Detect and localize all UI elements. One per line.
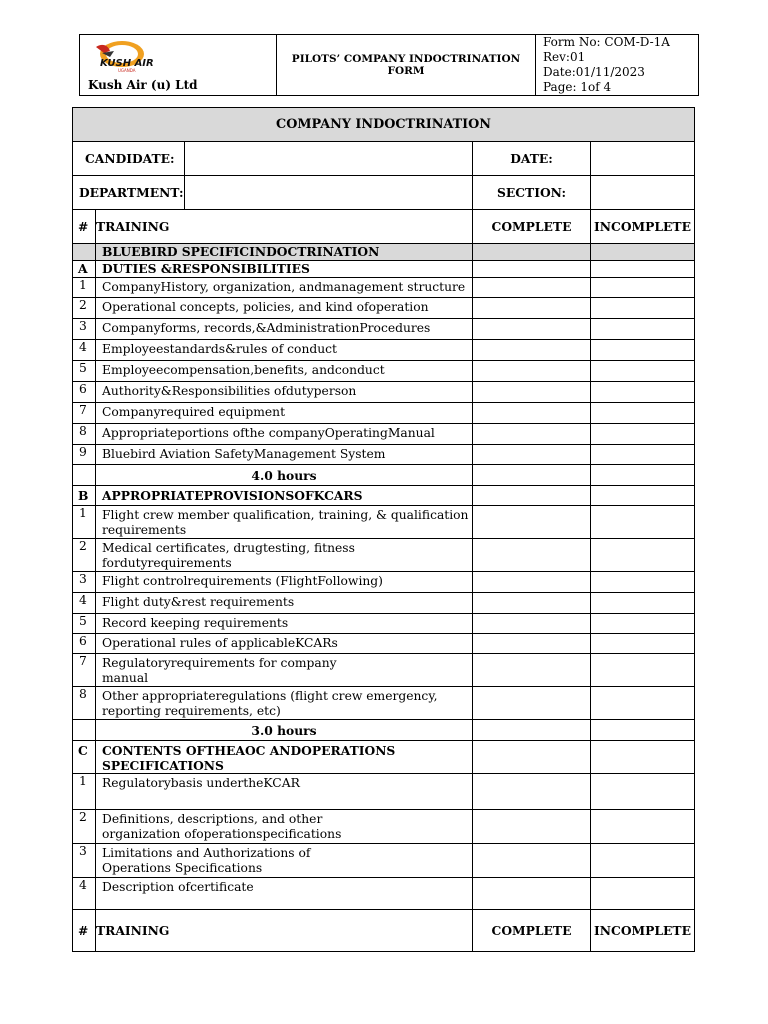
- section-b-header: [73, 486, 695, 506]
- section-label: SECTION:: [473, 176, 591, 210]
- item-text: [96, 774, 473, 810]
- item-number: 7: [73, 654, 96, 687]
- table-row: [73, 844, 695, 878]
- item-text: [96, 654, 473, 687]
- item-text-line: Limitations and Authorizations of: [102, 846, 311, 860]
- complete-cell[interactable]: [473, 403, 591, 424]
- item-text-line: Regulatorybasis undertheKCAR: [102, 776, 300, 790]
- subtitle: BLUEBIRD SPECIFICINDOCTRINATION: [96, 244, 473, 261]
- form-meta: [536, 35, 699, 96]
- complete-cell[interactable]: [473, 687, 591, 720]
- item-text-line: Description ofcertificate: [102, 880, 254, 894]
- item-number: 6: [73, 382, 96, 403]
- incomplete-cell[interactable]: [591, 382, 695, 403]
- section-title: [96, 741, 473, 774]
- complete-cell[interactable]: [473, 319, 591, 340]
- item-number: 3: [73, 319, 96, 340]
- col-hash: #: [73, 210, 96, 244]
- incomplete-cell[interactable]: [591, 593, 695, 614]
- section-letter: C: [73, 741, 96, 774]
- table-row: [73, 382, 695, 403]
- item-number: 4: [73, 878, 96, 910]
- logo-text: KUSH AIR: [100, 58, 154, 69]
- table-row: [73, 614, 695, 634]
- item-text: Employeestandards&rules of conduct: [96, 340, 473, 361]
- item-number: 2: [73, 810, 96, 844]
- item-text: [96, 878, 473, 910]
- item-text: [96, 810, 473, 844]
- table-row: [73, 340, 695, 361]
- table-row: [73, 654, 695, 687]
- incomplete-cell[interactable]: [591, 403, 695, 424]
- incomplete-cell[interactable]: [591, 539, 695, 572]
- section-b-hours: 3.0 hours: [96, 720, 473, 741]
- complete-cell[interactable]: [473, 593, 591, 614]
- logo-cell: [80, 35, 277, 96]
- form-header: [79, 34, 699, 96]
- item-text-line: reporting requirements, etc): [102, 704, 281, 718]
- item-text-line: organization ofoperationspecifications: [102, 827, 342, 841]
- complete-cell[interactable]: [473, 278, 591, 298]
- item-text: [96, 572, 473, 593]
- incomplete-cell[interactable]: [591, 844, 695, 878]
- item-number: 2: [73, 539, 96, 572]
- incomplete-cell[interactable]: [591, 810, 695, 844]
- section-a-hours: 4.0 hours: [96, 465, 473, 486]
- item-number: 8: [73, 687, 96, 720]
- table-row: [73, 361, 695, 382]
- item-number: 5: [73, 361, 96, 382]
- incomplete-cell[interactable]: [591, 445, 695, 465]
- item-number: 1: [73, 506, 96, 539]
- complete-cell[interactable]: [473, 506, 591, 539]
- table-row: [73, 687, 695, 720]
- table-row: [73, 424, 695, 445]
- section-title: APPROPRIATEPROVISIONSOFKCARS: [96, 486, 473, 506]
- form-number: Form No: COM-D-1A: [543, 35, 670, 49]
- item-text: Authority&Responsibilities ofdutyperson: [96, 382, 473, 403]
- section-a-header: [73, 261, 695, 278]
- section-title-line2: SPECIFICATIONS: [102, 758, 224, 773]
- col-complete: COMPLETE: [473, 910, 591, 952]
- complete-cell[interactable]: [473, 298, 591, 319]
- candidate-field[interactable]: [185, 142, 473, 176]
- incomplete-cell[interactable]: [591, 634, 695, 654]
- section-c-header: [73, 741, 695, 774]
- complete-cell[interactable]: [473, 614, 591, 634]
- item-text-line: Medical certificates, drugtesting, fitness: [102, 541, 355, 555]
- incomplete-cell[interactable]: [591, 572, 695, 593]
- item-text-line: fordutyrequirements: [102, 556, 232, 570]
- item-number: 1: [73, 278, 96, 298]
- form-date: Date:01/11/2023: [543, 65, 645, 79]
- item-text-line: Flight duty&rest requirements: [102, 595, 295, 609]
- incomplete-cell[interactable]: [591, 614, 695, 634]
- indoctrination-table: [72, 107, 695, 952]
- item-text-line: Operational rules of applicableKCARs: [102, 636, 338, 650]
- item-text: Operational concepts, policies, and kind ofoperation: [96, 298, 473, 319]
- complete-cell[interactable]: [473, 878, 591, 910]
- item-number: 8: [73, 424, 96, 445]
- incomplete-cell[interactable]: [591, 298, 695, 319]
- item-text: Companyforms, records,&AdministrationProcedures: [96, 319, 473, 340]
- section-title-line1: CONTENTS OFTHEAOC ANDOPERATIONS: [102, 743, 396, 758]
- complete-cell[interactable]: [473, 810, 591, 844]
- date-label: DATE:: [473, 142, 591, 176]
- incomplete-cell[interactable]: [591, 654, 695, 687]
- incomplete-cell[interactable]: [591, 774, 695, 810]
- item-text: [96, 687, 473, 720]
- table-row: [73, 572, 695, 593]
- date-field[interactable]: [591, 142, 695, 176]
- item-text: CompanyHistory, organization, andmanagement structure: [96, 278, 473, 298]
- page-number: Page: 1of 4: [543, 80, 612, 94]
- item-number: 6: [73, 634, 96, 654]
- table-row: [73, 539, 695, 572]
- company-name: Kush Air (u) Ltd: [88, 78, 198, 92]
- revision: Rev:01: [543, 50, 586, 64]
- section-field[interactable]: [591, 176, 695, 210]
- incomplete-cell[interactable]: [591, 278, 695, 298]
- table-row: [73, 878, 695, 910]
- complete-cell[interactable]: [473, 445, 591, 465]
- section-letter: B: [73, 486, 96, 506]
- item-number: 4: [73, 340, 96, 361]
- form-title: [277, 35, 536, 96]
- col-incomplete: INCOMPLETE: [591, 910, 695, 952]
- candidate-label: CANDIDATE:: [73, 142, 185, 176]
- item-text-line: manual: [102, 671, 149, 685]
- table-row: [73, 634, 695, 654]
- item-text: Bluebird Aviation SafetyManagement System: [96, 445, 473, 465]
- section-letter: A: [73, 261, 96, 278]
- col-incomplete: INCOMPLETE: [591, 210, 695, 244]
- incomplete-cell[interactable]: [591, 319, 695, 340]
- complete-cell[interactable]: [473, 774, 591, 810]
- col-hash: #: [73, 910, 96, 952]
- complete-cell[interactable]: [473, 340, 591, 361]
- item-number: 7: [73, 403, 96, 424]
- table-row: [73, 445, 695, 465]
- table-row: [73, 278, 695, 298]
- item-text-line: Definitions, descriptions, and other: [102, 812, 323, 826]
- item-text-line: Operations Specifications: [102, 861, 263, 875]
- logo-subtext: UGANDA: [118, 68, 136, 73]
- table-row: [73, 319, 695, 340]
- table-row: [73, 403, 695, 424]
- col-training: TRAINING: [96, 910, 473, 952]
- complete-cell[interactable]: [473, 424, 591, 445]
- col-complete: COMPLETE: [473, 210, 591, 244]
- complete-cell[interactable]: [473, 844, 591, 878]
- incomplete-cell[interactable]: [591, 687, 695, 720]
- item-text-line: requirements: [102, 523, 187, 537]
- item-text: Appropriateportions ofthe companyOperatingManual: [96, 424, 473, 445]
- form-title-line2: FORM: [387, 65, 425, 77]
- item-number: 3: [73, 844, 96, 878]
- form-title-line1: PILOTS’ COMPANY INDOCTRINATION: [291, 53, 521, 65]
- incomplete-cell[interactable]: [591, 878, 695, 910]
- item-text-line: Regulatoryrequirements for company: [102, 656, 337, 670]
- item-number: 1: [73, 774, 96, 810]
- item-text: [96, 593, 473, 614]
- complete-cell[interactable]: [473, 361, 591, 382]
- incomplete-cell[interactable]: [591, 361, 695, 382]
- complete-cell[interactable]: [473, 572, 591, 593]
- complete-cell[interactable]: [473, 634, 591, 654]
- item-text: [96, 614, 473, 634]
- item-text: [96, 539, 473, 572]
- complete-cell[interactable]: [473, 539, 591, 572]
- incomplete-cell[interactable]: [591, 424, 695, 445]
- table-row: [73, 810, 695, 844]
- table-row: [73, 506, 695, 539]
- col-training: TRAINING: [96, 210, 473, 244]
- incomplete-cell[interactable]: [591, 506, 695, 539]
- item-text: Companyrequired equipment: [96, 403, 473, 424]
- item-number: 9: [73, 445, 96, 465]
- item-number: 2: [73, 298, 96, 319]
- department-field[interactable]: [185, 176, 473, 210]
- section-title: DUTIES &RESPONSIBILITIES: [96, 261, 473, 278]
- item-text-line: Flight crew member qualification, training, & qualification: [102, 508, 469, 522]
- department-label: DEPARTMENT:: [73, 176, 185, 210]
- table-title: COMPANY INDOCTRINATION: [73, 108, 695, 142]
- item-text: [96, 844, 473, 878]
- table-row: [73, 593, 695, 614]
- item-text-line: Record keeping requirements: [102, 616, 289, 630]
- item-text: [96, 634, 473, 654]
- item-number: 3: [73, 572, 96, 593]
- item-number: 4: [73, 593, 96, 614]
- complete-cell[interactable]: [473, 382, 591, 403]
- table-row: [73, 774, 695, 810]
- kush-air-logo-icon: [88, 39, 158, 73]
- incomplete-cell[interactable]: [591, 340, 695, 361]
- table-row: [73, 298, 695, 319]
- item-text-line: Flight controlrequirements (FlightFollowing): [102, 574, 383, 588]
- item-text-line: Other appropriateregulations (flight crew emergency,: [102, 689, 438, 703]
- complete-cell[interactable]: [473, 654, 591, 687]
- item-number: 5: [73, 614, 96, 634]
- item-text: [96, 506, 473, 539]
- item-text: Employeecompensation,benefits, andconduct: [96, 361, 473, 382]
